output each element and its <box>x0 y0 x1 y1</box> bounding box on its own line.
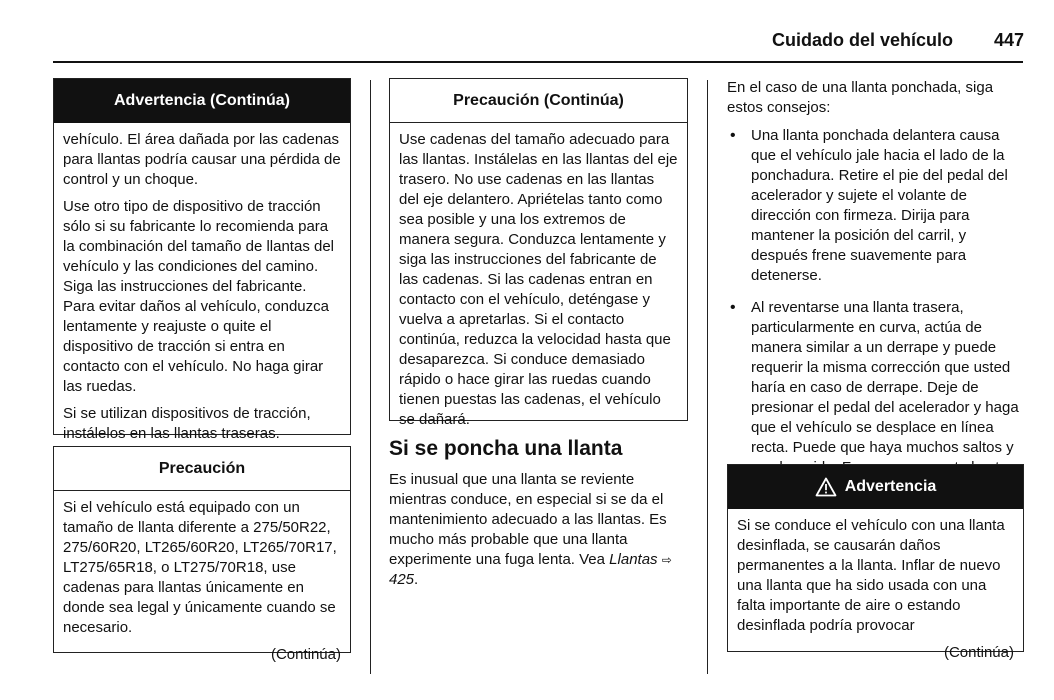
warning-paragraph: Si se utilizan dispositivos de tracción, instálelos en las llantas traseras. <box>63 405 311 442</box>
column-divider <box>707 80 708 674</box>
caution-continued-title: Precaución (Continúa) <box>390 79 687 123</box>
caution-box <box>53 446 351 663</box>
flat-tire-intro <box>389 470 689 590</box>
advice-intro: En el caso de una llanta ponchada, siga estos consejos: <box>727 79 994 116</box>
warning-title: Advertencia <box>844 478 937 495</box>
reference-period: . <box>414 571 419 588</box>
warning-paragraph: Si se conduce el vehículo con una llanta desinflada, se causarán daños permanentes a la llanta. Inflar de nuevo una llanta que ha sido usada con una falta importante de aire o estando desinflada podría provocar <box>737 517 1005 634</box>
warning-header <box>728 465 1023 509</box>
warning-continued-box <box>53 78 351 442</box>
page-number: 447 <box>994 30 1025 50</box>
list-item: • Una llanta ponchada delantera causa que el vehículo jale hacia el lado de la ponchadura. Retire el pie del pedal del acelerador y sujete el volante de dirección con firmeza. Dirija para mantener la posición del carril, y después frene suavemente para detenerse. <box>727 126 1025 286</box>
column-divider <box>370 80 371 674</box>
continued-label: (Continúa) <box>943 644 1014 661</box>
page-reference-arrow-icon: ⇨ <box>661 553 672 567</box>
warning-body <box>728 509 1023 669</box>
advice-list <box>727 126 1025 498</box>
warning-continued-body <box>54 123 350 450</box>
caution-paragraph: Si el vehículo está equipado con un tamaño de llanta diferente a 275/50R22, 275/60R20, LT265/60R20, LT265/70R17, LT275/65R18, o LT275/70R18, use cadenas para llantas únicamente en donde sea legal y únicamente cuando se necesario. <box>63 499 337 636</box>
tires-reference-label: Llantas <box>609 551 658 568</box>
warning-continued-title: Advertencia (Continúa) <box>54 79 350 123</box>
warning-paragraph: vehículo. El área dañada por las cadenas para llantas podría causar una pérdida de control y un choque. <box>63 131 341 188</box>
caution-continued-box <box>389 78 688 428</box>
list-item: • Al reventarse una llanta trasera, particularmente en curva, actúa de manera similar a un derrape y puede requerir la misma corrección que usted haría en caso de derrape. Deje de presionar el pedal del acelerador y haga que el vehículo se desplace en línea recta. Puede que haya muchos saltos y <box>727 298 1025 498</box>
caution-paragraph: Use cadenas del tamaño adecuado para las llantas. Instálelas en las llantas del eje trasero. No use cadenas en las llantas del eje delantero. Apriételas tanto como sea posible y una los extremos de manera segura. Conduzca lentamente y siga las instrucciones del fabricante de las cadenas. Si las cadenas entran en contacto con el vehículo, deténgase y vuelva a apretarlas. Si el contacto continúa, reduzca la velocidad hasta que desaparezca. Si conduce demasiado rápido o hace girar las ruedas cuando tienen puestas las cadenas, el vehículo se dañará. <box>399 131 678 428</box>
caution-body <box>54 491 350 671</box>
flat-tire-paragraph: Es inusual que una llanta se reviente mientras conduce, en especial si se da el mantenimiento adecuado a las llantas. Es mucho más probable que una llanta experimente una fuga lenta. Vea <box>389 471 667 568</box>
section-heading: Si se poncha una llanta <box>389 437 623 460</box>
warning-paragraph: Use otro tipo de dispositivo de tracción sólo si su fabricante lo recomienda para la combinación del tamaño de llantas del vehículo y las condiciones del camino. Siga las instrucciones del fabricante. Para evitar daños al vehículo, conduzca lentamente y reajuste o quite el dispositivo de tracción si entra en contacto con el vehículo. No haga girar las ruedas. <box>63 198 335 395</box>
header-rule <box>53 61 1023 63</box>
flat-tire-advice <box>727 78 1025 510</box>
warning-box <box>727 464 1024 661</box>
tires-reference-page: 425 <box>389 571 415 588</box>
section-title: Cuidado del vehículo <box>772 30 954 50</box>
page-header <box>0 0 1054 64</box>
continued-label: (Continúa) <box>270 646 341 663</box>
caution-title: Precaución <box>54 447 350 491</box>
caution-continued-body <box>390 123 687 436</box>
warning-triangle-icon <box>815 477 837 497</box>
